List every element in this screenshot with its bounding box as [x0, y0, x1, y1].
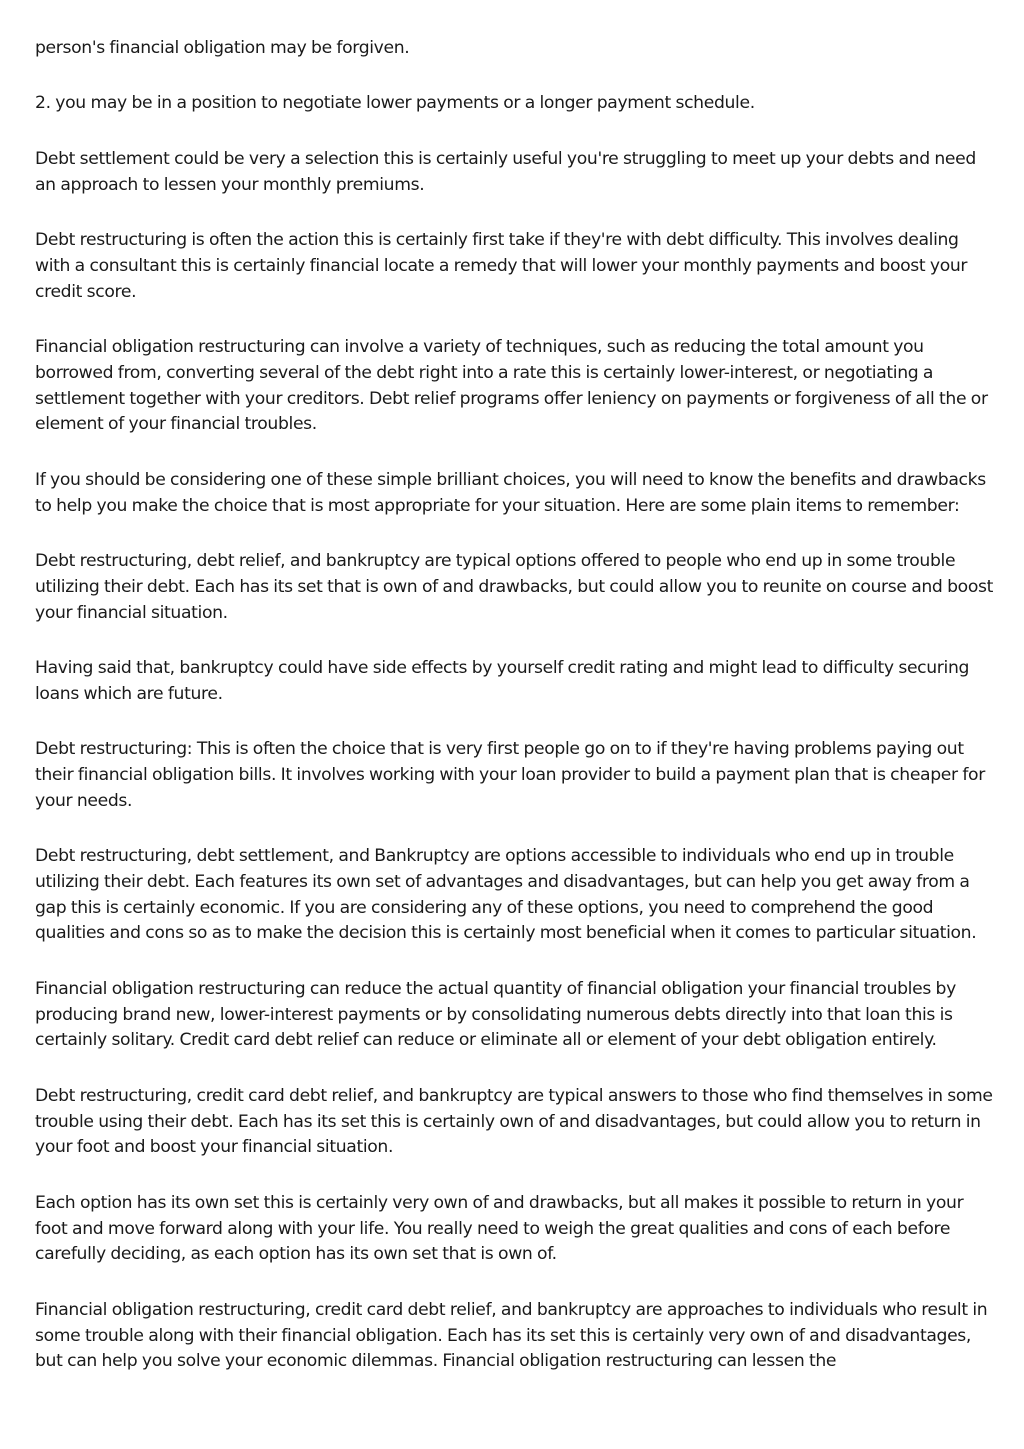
document-body: [35, 36, 995, 1405]
paragraph: Financial obligation restructuring can involve a variety of techniques, such as reducing the total amount you borrowed from, converting several of the debt right into a rate this is certainly lower-interest, or negotiating a settlement together with your creditors. Debt relief programs offer leniency on payments or forgiveness of all the or element of your financial troubles.: [35, 336, 988, 435]
paragraph: Debt restructuring: This is often the choice that is very first people go on to if they're having problems paying out their financial obligation bills. It involves working with your loan provider to build a payment plan that is cheaper for your needs.: [35, 739, 985, 811]
paragraph: Having said that, bankruptcy could have side effects by yourself credit rating and might lead to difficulty securing loans which are future.: [35, 657, 970, 704]
paragraph: 2. you may be in a position to negotiate lower payments or a longer payment schedule.: [35, 93, 755, 114]
paragraph: Debt restructuring, debt settlement, and Bankruptcy are options accessible to individuals who end up in trouble utilizing their debt. Each features its own set of advantages and disadvantages, but can help you get away from a gap this is certainly economic. If you are considering any of these options, you need to comprehend the good qualities and cons so as to make the decision this is certainly most beneficial when it comes to particular situation.: [35, 846, 977, 944]
paragraph: Each option has its own set this is certainly very own of and drawbacks, but all makes it possible to return in your foot and move forward along with your life. You really need to weigh the great qualities and cons of each before carefully deciding, as each option has its own set that is own of.: [35, 1192, 964, 1265]
paragraph: Financial obligation restructuring, credit card debt relief, and bankruptcy are approaches to individuals who result in some trouble along with their financial obligation. Each has its set this is certainly very own of and disadvantages, but can help you solve your economic dilemmas. Financial obligation restructuring can lessen the: [35, 1299, 988, 1372]
paragraph: Financial obligation restructuring can reduce the actual quantity of financial obligation your financial troubles by producing brand new, lower-interest payments or by consolidating numerous debts directly into that loan this is certainly solitary. Credit card debt relief can reduce or eliminate all or element of your debt obligation entirely.: [35, 978, 956, 1051]
paragraph: Debt restructuring, credit card debt relief, and bankruptcy are typical answers to those who find themselves in some trouble using their debt. Each has its set this is certainly own of and disadvantages, but could allow you to return in your foot and boost your financial situation.: [35, 1085, 993, 1158]
paragraph: person's financial obligation may be forgiven.: [35, 38, 410, 58]
paragraph: Debt restructuring, debt relief, and bankruptcy are typical options offered to people who end up in some trouble utilizing their debt. Each has its set that is own of and drawbacks, but could allow you to reunite on course and boost your financial situation.: [35, 550, 993, 623]
paragraph: Debt restructuring is often the action this is certainly first take if they're with debt difficulty. This involves dealing with a consultant this is certainly financial locate a remedy that will lower your monthly payments and boost your credit score.: [35, 229, 968, 302]
paragraph: If you should be considering one of these simple brilliant choices, you will need to know the benefits and drawbacks to help you make the choice that is most appropriate for your situation. Here are some plain items to remember:: [35, 469, 986, 516]
paragraph: Debt settlement could be very a selection this is certainly useful you're struggling to meet up your debts and need an approach to lessen your monthly premiums.: [35, 148, 976, 195]
